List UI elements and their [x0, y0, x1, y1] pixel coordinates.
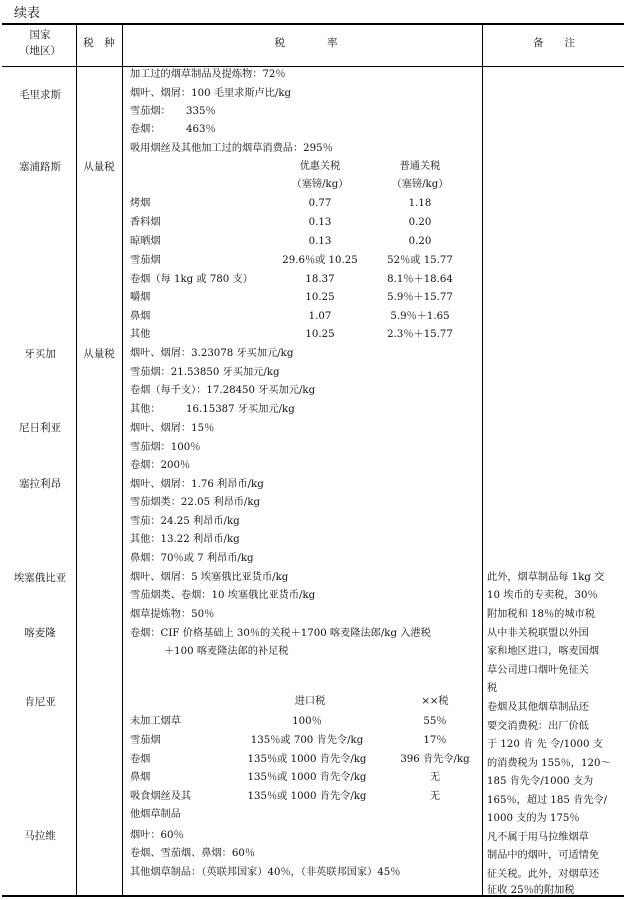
rate-line: 雪茄烟类：22.05 利昂币/kg	[130, 497, 261, 508]
remark-line: 此外，烟草制品每 1kg 交	[487, 572, 605, 583]
rate-line: 雪茄烟： 335％	[130, 106, 216, 117]
remark-line: 草公司进口烟叶免征关	[487, 665, 589, 676]
rate-line: 加工过的烟草制品及提炼物：72％	[130, 69, 286, 80]
rate-line: 烟叶、烟屑：15％	[130, 423, 215, 434]
cyprus-item: 烤烟	[130, 198, 151, 209]
cyprus-col1-unit: （塞镑/kg）	[291, 179, 349, 190]
rate-line: 烟叶：60％	[130, 830, 184, 841]
remark-line: 税	[487, 683, 498, 694]
cyprus-pref: 0.13	[308, 236, 332, 247]
remark-line: 家和地区进口，喀麦国烟	[487, 646, 600, 657]
kenya-import-rate: 135％或 1000 肯先令/kg	[247, 754, 367, 765]
kenya-item: 卷烟	[130, 754, 151, 765]
kenya-col2-head: ××税	[421, 696, 449, 707]
kenya-col1-head: 进口税	[294, 696, 326, 707]
country-name: 马拉维	[24, 830, 56, 842]
rate-line: 吸用烟丝及其他加工过的烟草消费品：295％	[130, 143, 333, 154]
cyprus-gen: 0.20	[408, 217, 432, 228]
remark-line: 卷烟及其他烟草制品还	[487, 702, 589, 713]
cyprus-item: 晾晒烟	[130, 236, 161, 247]
kenya-xx-rate: 无	[429, 772, 441, 783]
rate-line: 烟叶、烟屑：1.76 利昂币/kg	[130, 479, 264, 490]
cyprus-gen: 8.1％＋18.64	[387, 274, 453, 285]
tax-type: 从量税	[83, 161, 115, 173]
rate-line: 卷烟、雪茄烟、鼻烟：60％	[130, 848, 256, 859]
kenya-xx-rate: 17％	[423, 735, 447, 746]
kenya-item: 鼻烟	[130, 772, 151, 783]
cyprus-item: 雪茄烟	[130, 255, 161, 266]
cyprus-col2-unit: （塞镑/kg）	[391, 179, 449, 190]
header-remark: 备 注	[533, 37, 575, 49]
cyprus-gen: 0.20	[408, 236, 432, 247]
kenya-import-rate: 135％或 1000 肯先令/kg	[247, 772, 367, 783]
remark-line: 附加税和 18％的城市税	[487, 609, 595, 620]
remark-line: 制品中的烟叶，可适情免	[487, 850, 600, 861]
rate-line: 雪茄烟：21.53850 牙买加元/kg	[130, 367, 280, 378]
cyprus-pref: 0.77	[308, 198, 332, 209]
rate-line: 卷烟： 463％	[130, 124, 216, 135]
cyprus-item: 香料烟	[130, 217, 161, 228]
country-name: 塞拉利昂	[19, 478, 61, 490]
rate-line: 烟叶、烟屑：3.23078 牙买加元/kg	[130, 348, 294, 359]
kenya-import-rate: 100％	[292, 716, 322, 727]
country-name: 牙买加	[24, 348, 56, 360]
rate-line: 卷烟：CIF 价格基础上 30％的关税＋1700 喀麦隆法郎/kg 入港税	[130, 628, 431, 639]
rate-line: ＋100 喀麦隆法郎的补足税	[164, 646, 289, 657]
cyprus-pref: 18.37	[305, 274, 335, 285]
kenya-xx-rate: 无	[429, 791, 441, 802]
cyprus-pref: 10.25	[305, 292, 335, 303]
cyprus-pref: 10.25	[305, 329, 335, 340]
cyprus-item: 嚼烟	[130, 292, 151, 303]
header-rate: 税 率	[274, 37, 338, 49]
cyprus-col1-head: 优惠关税	[299, 161, 341, 172]
remark-line: 征收 25％的附加税	[487, 885, 575, 896]
country-name: 塞浦路斯	[19, 161, 61, 173]
header-rule	[2, 66, 624, 67]
country-name: 毛里求斯	[19, 89, 61, 101]
remark-line: 从中非关税联盟以外国	[487, 628, 589, 639]
cyprus-gen: 5.9％＋15.77	[387, 292, 453, 303]
cyprus-gen: 5.9％＋1.65	[390, 311, 450, 322]
header-country-line1: 国家	[29, 29, 51, 41]
cyprus-pref: 1.07	[308, 311, 332, 322]
rate-line: 其他： 16.15387 牙买加元/kg	[130, 404, 295, 415]
kenya-xx-rate: 396 肯先令/kg	[400, 754, 470, 765]
remark-line: 的消费税为 155％，120～	[487, 758, 611, 769]
country-name: 喀麦隆	[24, 627, 56, 639]
rate-line: 其他烟草制品：（英联邦国家）40％，（非英联邦国家）45％	[130, 867, 401, 878]
kenya-item: 雪茄烟	[130, 735, 161, 746]
remark-line: 于 120 肯 先 令/1000 支	[487, 739, 603, 750]
cyprus-gen: 2.3％＋15.77	[387, 329, 453, 340]
remark-line: 1000 支的为 175％	[487, 813, 580, 824]
rate-line: 卷烟：200％	[130, 460, 191, 471]
remark-line: 165％，超过 185 肯先令/	[487, 795, 608, 806]
header-tax-type: 税 种	[83, 37, 115, 49]
header-country-line2: （地区）	[19, 45, 61, 57]
country-name: 尼日利亚	[19, 422, 61, 434]
top-rule	[2, 23, 624, 25]
country-name: 埃塞俄比亚	[13, 572, 67, 584]
country-name: 肯尼亚	[24, 696, 56, 708]
remark-line: 征关税。此外，对烟草还	[487, 869, 600, 880]
kenya-import-rate: 135％或 1000 肯先令/kg	[247, 791, 367, 802]
tax-type: 从量税	[83, 348, 115, 360]
remark-line: 185 肯先令/1000 支为	[487, 776, 594, 787]
rate-line: 雪茄：24.25 利昂币/kg	[130, 516, 240, 527]
remark-line: 要交消费税：出厂价低	[487, 721, 589, 732]
kenya-xx-rate: 55％	[423, 716, 447, 727]
kenya-item: 吸食烟丝及其	[130, 791, 192, 802]
cyprus-gen: 52％或 15.77	[387, 255, 453, 266]
rate-line: 烟草提炼物：50％	[130, 609, 215, 620]
remark-line: 10 埃币的专卖税，30％	[487, 590, 598, 601]
kenya-item: 他烟草制品	[130, 809, 181, 820]
col-divider-3	[482, 24, 483, 896]
cyprus-item: 卷烟（每 1kg 或 780 支）	[130, 274, 253, 285]
rate-line: 鼻烟：70％或 7 利昂币/kg	[130, 553, 254, 564]
rate-line: 烟叶、烟屑：100 毛里求斯卢比/kg	[130, 88, 292, 99]
cyprus-item: 鼻烟	[130, 311, 151, 322]
rate-line: 卷烟（每千支）：17.28450 牙买加元/kg	[130, 385, 316, 396]
col-divider-1	[76, 24, 77, 896]
cyprus-item: 其他	[130, 329, 151, 340]
cyprus-pref: 0.13	[308, 217, 332, 228]
rate-line: 烟叶、烟屑：5 埃塞俄比亚货币/kg	[130, 572, 289, 583]
cyprus-col2-head: 普通关税	[399, 161, 441, 172]
remark-line: 凡不属于用马拉维烟草	[487, 832, 589, 843]
kenya-item: 未加工烟草	[130, 716, 181, 727]
kenya-import-rate: 135％或 700 肯先令/kg	[250, 735, 364, 746]
col-divider-2	[122, 24, 123, 896]
continued-label: 续表	[14, 6, 41, 21]
rate-line: 其他：13.22 利昂币/kg	[130, 534, 240, 545]
rate-line: 雪茄烟类、卷烟：10 埃塞俄比亚货币/kg	[130, 590, 316, 601]
cyprus-pref: 29.6％或 10.25	[282, 255, 358, 266]
cyprus-gen: 1.18	[408, 198, 432, 209]
rate-line: 雪茄烟：100％	[130, 442, 201, 453]
